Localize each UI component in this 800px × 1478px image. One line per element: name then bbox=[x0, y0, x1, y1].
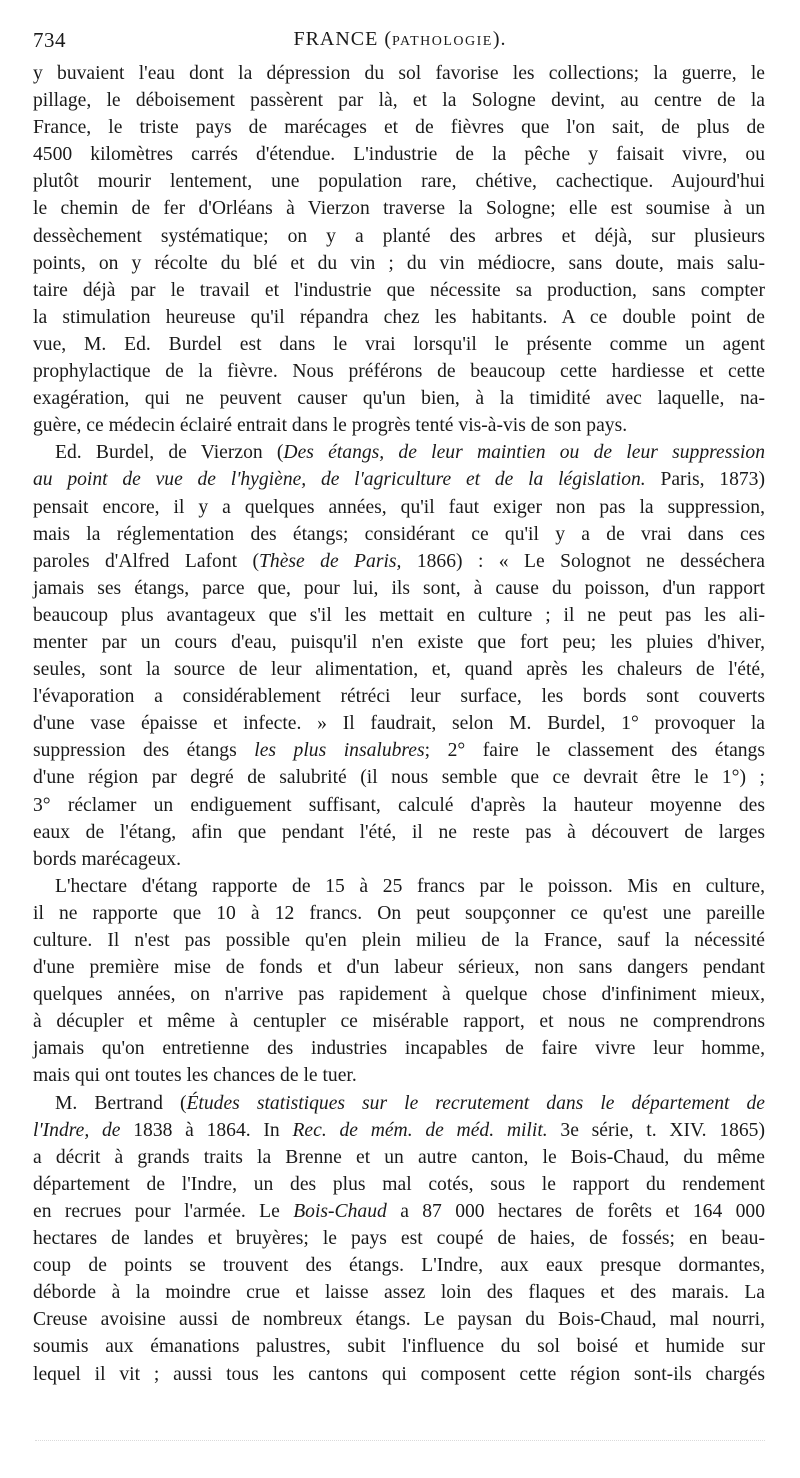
text-line: menter par un cours d'eau, puisqu'il n'en existe que fort peu; les pluies d'hiver, bbox=[33, 631, 765, 653]
paragraph-4 bbox=[33, 1090, 765, 1388]
italic-phrase: Rec. de mém. de méd. milit. bbox=[292, 1119, 548, 1141]
text-line: l'Indre, de 1838 à 1864. In Rec. de mém. de méd. milit. 3e série, t. XIV. 1865) bbox=[33, 1119, 765, 1141]
text-line: pensait encore, il y a quelques années, qu'il faut exiger non pas la suppression, bbox=[33, 496, 765, 518]
text-line: a décrit à grands traits la Brenne et un autre canton, le Bois-Chaud, du même bbox=[33, 1146, 765, 1168]
text-line: suppression des étangs les plus insalubres; 2° faire le classement des étangs bbox=[33, 740, 765, 762]
page-bottom-specks bbox=[35, 1440, 765, 1447]
text-line: d'une région par degré de salubrité (il nous semble que ce devrait être le 1°) ; bbox=[33, 767, 765, 789]
italic-phrase: Des étangs, de leur maintien ou de leur suppression bbox=[283, 442, 765, 464]
italic-phrase: Bois-Chaud bbox=[293, 1200, 387, 1222]
text-line: 4500 kilomètres carrés d'étendue. L'industrie de la pêche y faisait vivre, ou bbox=[33, 144, 765, 166]
text-line: 3° réclamer un endiguement suffisant, calculé d'après la hauteur moyenne des bbox=[33, 794, 765, 816]
text-line: beaucoup plus avantageux que s'il les mettait en culture ; il ne peut pas les ali- bbox=[33, 604, 765, 626]
text-line: département de l'Indre, un des plus mal cotés, sous le rapport du rendement bbox=[33, 1173, 765, 1195]
text-line: taire déjà par le travail et l'industrie que nécessite sa production, sans compter bbox=[33, 279, 765, 301]
page-header bbox=[33, 28, 767, 58]
text-line: bords marécageux. bbox=[33, 848, 181, 870]
text-line: exagération, qui ne peuvent causer qu'un bien, à la timidité avec laquelle, na- bbox=[33, 388, 765, 410]
text-line: M. Bertrand (Études statistiques sur le recrutement dans le département de bbox=[55, 1092, 765, 1114]
running-title-main: FRANCE ( bbox=[293, 28, 393, 50]
text-line: pillage, le déboisement passèrent par là, et la Sologne devint, au centre de la bbox=[33, 90, 765, 112]
text-line: prophylactique de la fièvre. Nous préférons de beaucoup cette hardiesse et cette bbox=[33, 361, 765, 383]
text-line: il ne rapporte que 10 à 12 francs. On peut soupçonner ce qu'est une pareille bbox=[33, 902, 765, 924]
text-line: paroles d'Alfred Lafont (Thèse de Paris, 1866) : « Le Solognot ne desséchera bbox=[33, 550, 765, 572]
page-number: 734 bbox=[33, 28, 66, 52]
text-line: mais qui ont toutes les chances de le tuer. bbox=[33, 1065, 357, 1087]
paragraph-1 bbox=[33, 60, 765, 439]
text-line: France, le triste pays de marécages et de fièvres que l'on sait, de plus de bbox=[33, 117, 765, 139]
running-title-small: PATHOLOGIE bbox=[392, 34, 493, 49]
text-line: en recrues pour l'armée. Le Bois-Chaud a 87 000 hectares de forêts et 164 000 bbox=[33, 1200, 765, 1222]
text-line: Ed. Burdel, de Vierzon (Des étangs, de leur maintien ou de leur suppression bbox=[55, 442, 765, 464]
running-title-close: ). bbox=[492, 28, 507, 50]
text-line: seules, sont la source de leur alimentation, et, quand après les chaleurs de l'été, bbox=[33, 659, 765, 681]
text-line: d'une première mise de fonds et d'un labeur sérieux, non sans dangers pendant bbox=[33, 957, 765, 979]
italic-phrase: l'Indre, de bbox=[33, 1119, 121, 1141]
text-line: hectares de landes et bruyères; le pays est coupé de haies, de fossés; en beau- bbox=[33, 1228, 765, 1250]
text-line: L'hectare d'étang rapporte de 15 à 25 francs par le poisson. Mis en culture, bbox=[55, 875, 765, 897]
text-line: lequel il vit ; aussi tous les cantons qui composent cette région sont-ils chargés bbox=[33, 1363, 765, 1385]
italic-phrase: les plus insalubres bbox=[254, 740, 425, 762]
paragraph-2 bbox=[33, 439, 765, 873]
text-line: l'évaporation a considérablement rétréci leur surface, les bords sont couverts bbox=[33, 686, 765, 708]
text-line: dessèchement systématique; on y a planté des arbres et déjà, sur plusieurs bbox=[33, 225, 765, 247]
text-line: vue, M. Ed. Burdel est dans le vrai lorsqu'il le présente comme un agent bbox=[33, 333, 765, 355]
text-line: points, on y récolte du blé et du vin ; du vin médiocre, sans doute, mais salu- bbox=[33, 252, 765, 274]
text-line: à décupler et même à centupler ce misérable rapport, et nous ne comprendrons bbox=[33, 1011, 765, 1033]
italic-phrase: au point de vue de l'hygiène, de l'agriculture et de la législation. bbox=[33, 469, 646, 491]
text-line: eaux de l'étang, afin que pendant l'été, il ne reste pas à découvert de larges bbox=[33, 821, 765, 843]
text-line: y buvaient l'eau dont la dépression du sol favorise les collections; la guerre, le bbox=[33, 63, 765, 84]
text-line: d'une vase épaisse et infecte. » Il faudrait, selon M. Burdel, 1° provoquer la bbox=[33, 713, 765, 735]
text-line: jamais ses étangs, parce que, pour lui, ils sont, à cause du poisson, d'un rapport bbox=[33, 577, 765, 599]
text-line: jamais qu'on entretienne des industries incapables de faire vivre leur homme, bbox=[33, 1038, 765, 1060]
text-line: Creuse avoisine aussi de nombreux étangs. Le paysan du Bois-Chaud, mal nourri, bbox=[33, 1309, 765, 1331]
text-line: mais la réglementation des étangs; considérant ce qu'il y a de vrai dans ces bbox=[33, 523, 765, 545]
text-line: soumis aux émanations palustres, subit l'influence du sol boisé et humide sur bbox=[33, 1336, 765, 1358]
text-line: culture. Il n'est pas possible qu'en plein milieu de la France, sauf la nécessité bbox=[33, 930, 765, 951]
text-line: déborde à la moindre crue et laisse assez loin des flaques et des marais. La bbox=[33, 1282, 765, 1304]
text-line: plutôt mourir lentement, une population rare, chétive, cachectique. Aujourd'hui bbox=[33, 171, 765, 193]
text-line: au point de vue de l'hygiène, de l'agriculture et de la législation. Paris, 1873) bbox=[33, 469, 765, 491]
text-line: quelques années, on n'arrive pas rapidement à quelque chose d'infiniment mieux, bbox=[33, 984, 765, 1006]
text-line: coup de points se trouvent des étangs. L'Indre, aux eaux presque dormantes, bbox=[33, 1255, 765, 1277]
body-text bbox=[33, 60, 765, 1388]
text-line: le chemin de fer d'Orléans à Vierzon traverse la Sologne; elle est soumise à un bbox=[33, 198, 765, 220]
italic-phrase: Études statistiques sur le recrutement dans le département de bbox=[186, 1092, 765, 1114]
italic-phrase: Thèse de Paris, bbox=[259, 550, 402, 572]
running-title bbox=[33, 28, 767, 51]
text-line: guère, ce médecin éclairé entrait dans le progrès tenté vis-à-vis de son pays. bbox=[33, 415, 628, 437]
paragraph-3 bbox=[33, 873, 765, 1090]
text-line: la stimulation heureuse qu'il répandra chez les habitants. A ce double point de bbox=[33, 306, 765, 328]
